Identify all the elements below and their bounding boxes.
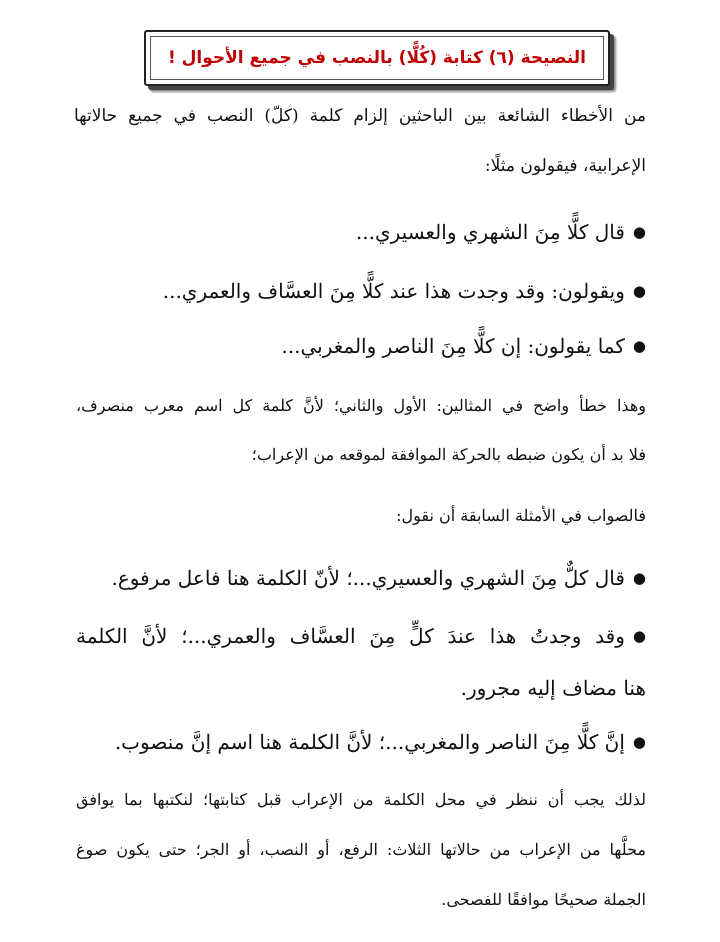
bullet-icon: ●: [632, 569, 646, 587]
title-box: [144, 30, 610, 86]
correct-example-text: وقد وجدتُ هذا عندَ كلٍّ مِنَ العسَّاف والعمري...؛ لأنَّ الكلمة: [76, 624, 625, 648]
correct-example-1: [112, 566, 647, 590]
explanation-line-2: فلا بد أن يكون ضبطه بالحركة الموافقة لموقعه من الإعراب؛: [251, 445, 646, 464]
wrong-example-3: [281, 334, 646, 358]
correct-example-2: [76, 624, 646, 648]
bullet-icon: ●: [632, 733, 646, 751]
bullet-icon: ●: [632, 223, 646, 241]
wrong-example-text: قال كلًّا مِنَ الشهري والعسيري...: [355, 220, 625, 244]
bullet-icon: ●: [632, 627, 646, 645]
bullet-icon: ●: [632, 337, 646, 355]
wrong-example-text: ويقولون: وقد وجدت هذا عند كلًّا مِنَ العسَّاف والعمري...: [162, 279, 625, 303]
correct-example-text: قال كلٌّ مِنَ الشهري والعسيري...؛ لأنّ الكلمة هنا فاعل مرفوع.: [111, 566, 625, 590]
intro-line-1: من الأخطاء الشائعة بين الباحثين إلزام كلمة (كلّ) النصب في جميع حالاتها: [74, 106, 646, 126]
intro-line-2: الإعرابية، فيقولون مثلًا:: [484, 156, 646, 176]
conclusion-line-3: الجملة صحيحًا موافقًا للفصحى.: [441, 890, 646, 909]
correct-example-2-continued: هنا مضاف إليه مجرور.: [460, 676, 646, 700]
conclusion-line-1: لذلك يجب أن ننظر في محل الكلمة من الإعراب قبل كتابتها؛ لنكتبها بما يوافق: [76, 790, 646, 809]
explanation-line-1: وهذا خطأ واضح في المثالين: الأول والثاني؛ لأنَّ كلمة كل اسم معرب منصرف،: [76, 396, 646, 415]
wrong-example-text: كما يقولون: إن كلًّا مِنَ الناصر والمغربي...: [281, 334, 625, 358]
bullet-icon: ●: [632, 282, 646, 300]
page-title: النصيحة (٦) كتابة (كُلًّا) بالنصب في جميع الأحوال !: [167, 48, 586, 68]
correct-intro: فالصواب في الأمثلة السابقة أن نقول:: [396, 506, 646, 525]
conclusion-line-2: محلَّها من الإعراب من حالاتها الثلاث: الرفع، أو النصب، أو الجر؛ حتى يكون صوغ: [76, 840, 646, 859]
wrong-example-1: [356, 220, 646, 244]
correct-example-text: إنَّ كلًّا مِنَ الناصر والمغربي...؛ لأنَّ الكلمة هنا اسم إنَّ منصوب.: [114, 730, 625, 754]
correct-example-3: [115, 730, 646, 754]
wrong-example-2: [163, 279, 646, 303]
